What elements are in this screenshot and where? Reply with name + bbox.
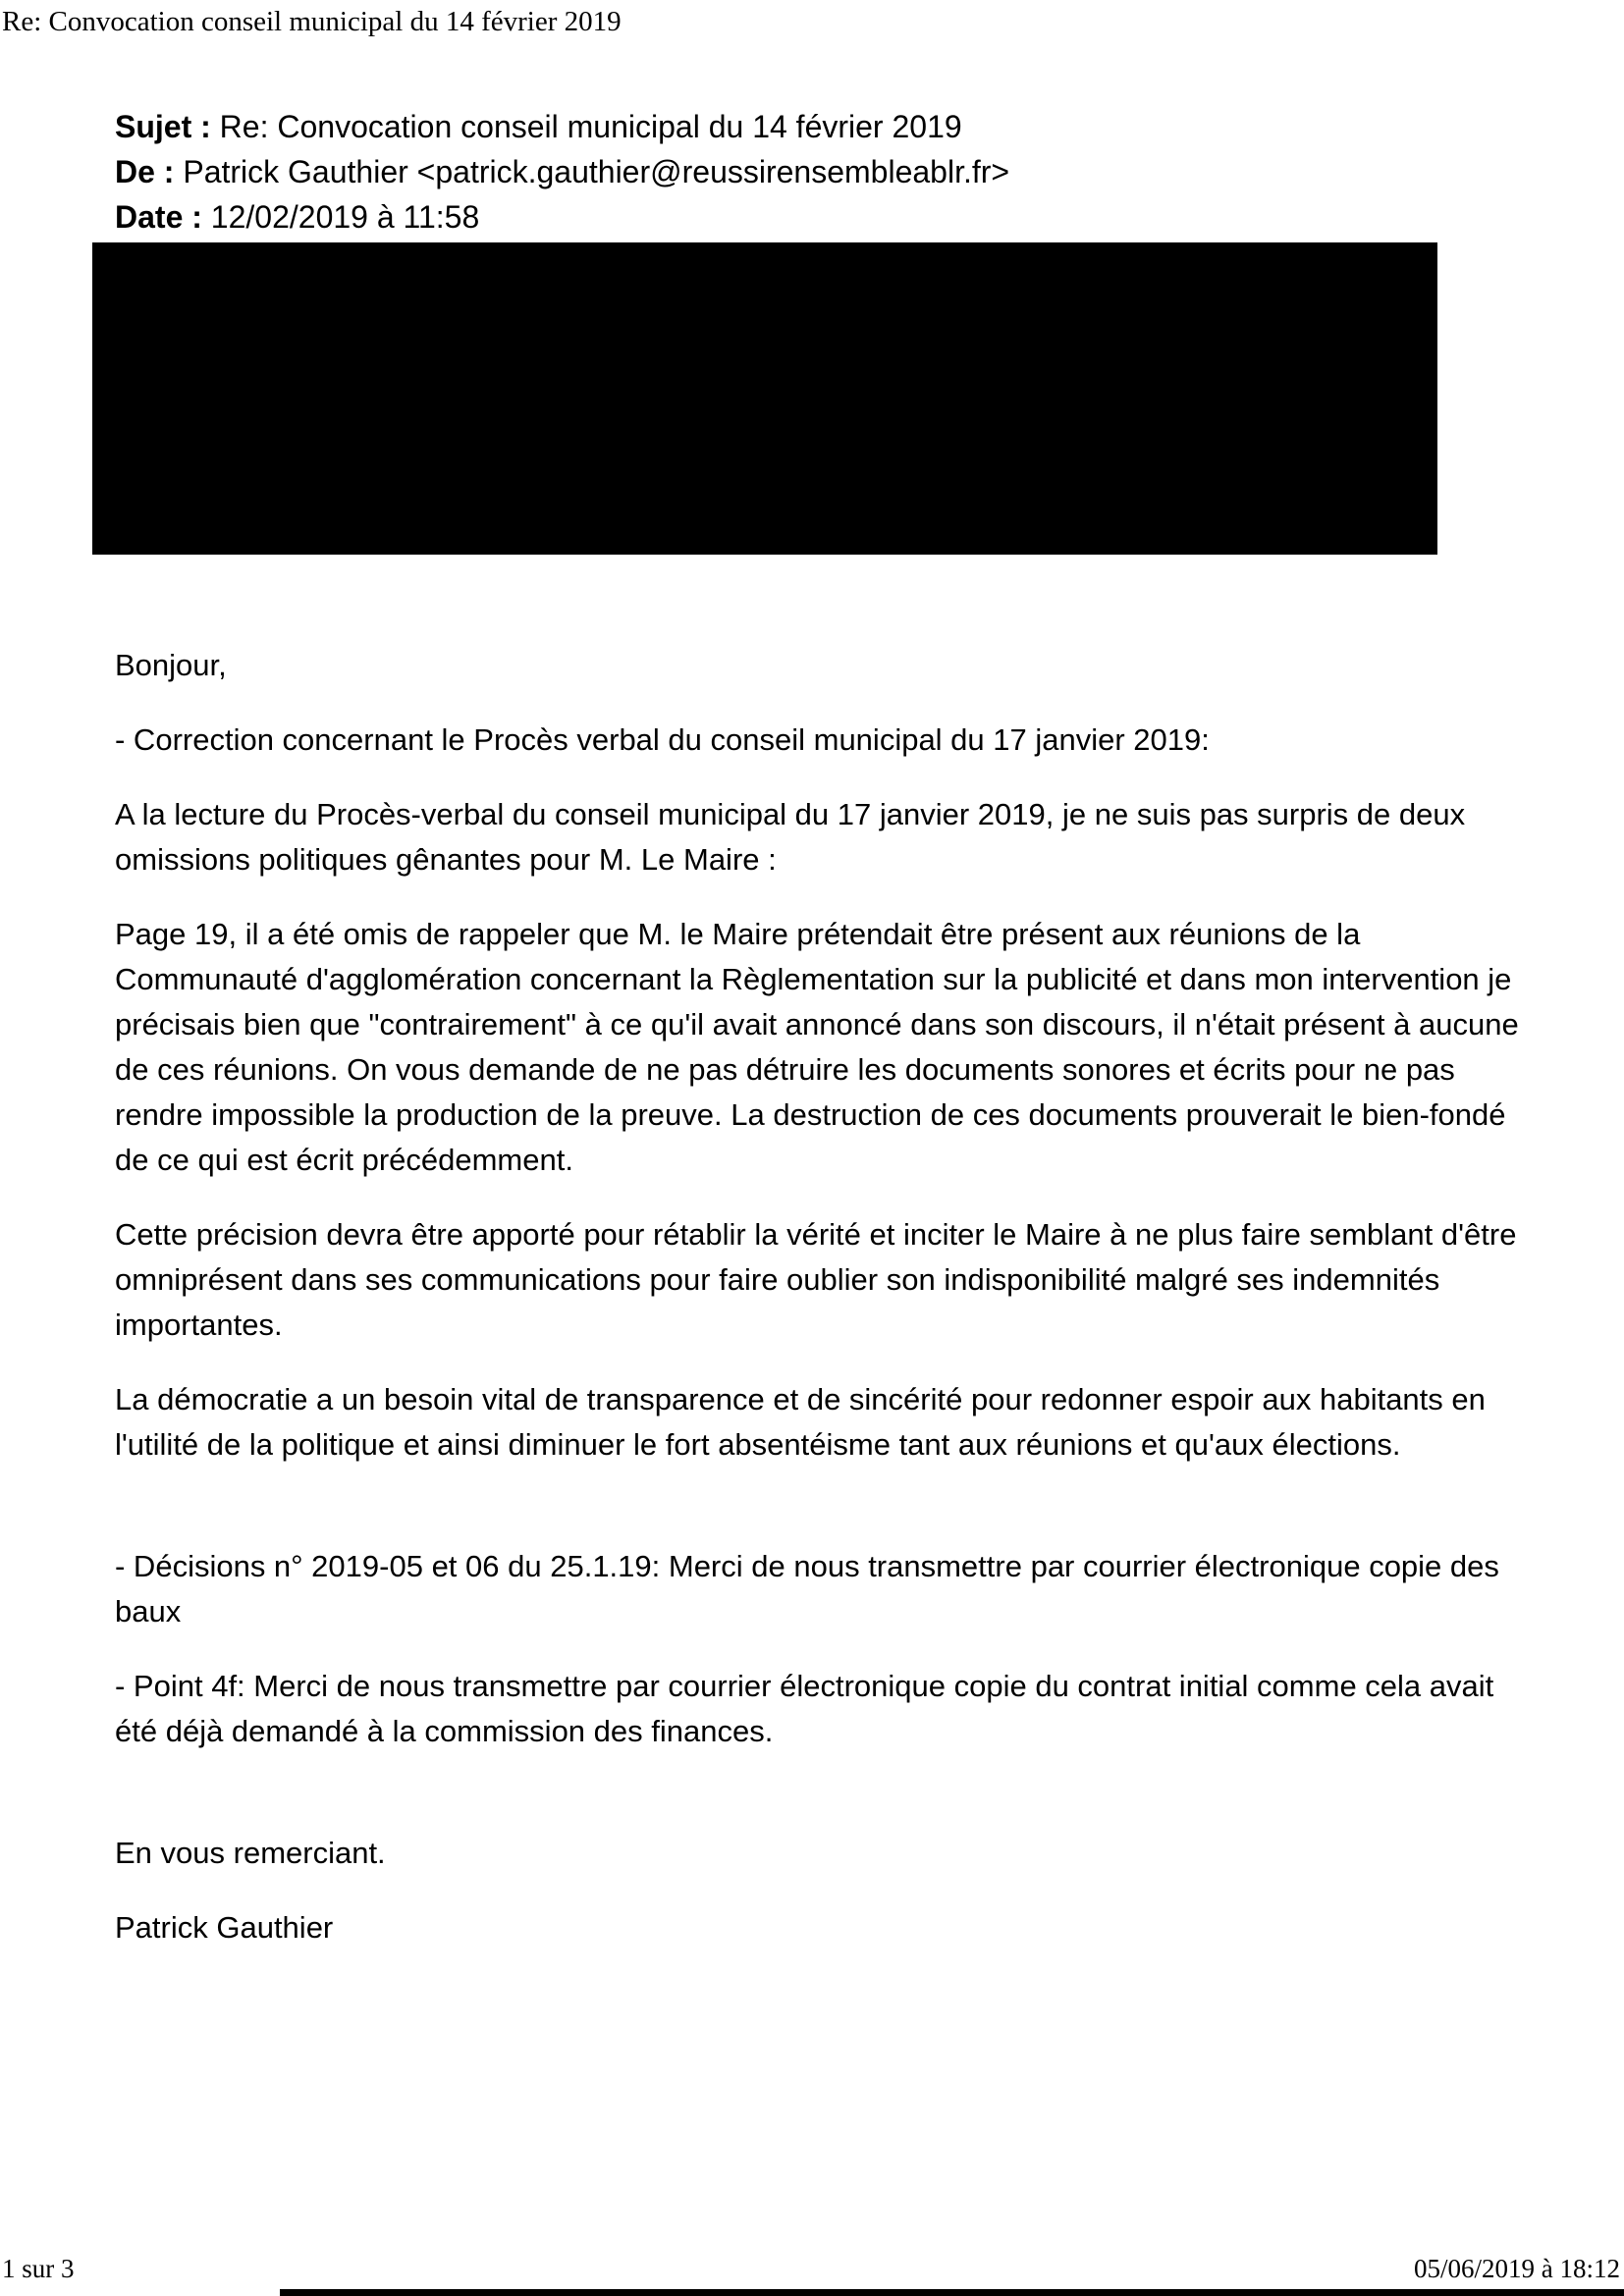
from-label: De : <box>115 154 175 189</box>
email-headers-block <box>115 104 1009 240</box>
from-value: Patrick Gauthier <patrick.gauthier@reussirensembleablr.fr> <box>183 154 1010 189</box>
email-header-date <box>115 194 1009 240</box>
body-paragraph-decisions: - Décisions n° 2019-05 et 06 du 25.1.19: Merci de nous transmettre par courrier électronique copie des baux <box>115 1549 1499 1629</box>
email-body <box>115 643 1519 1980</box>
body-paragraph-precision: Cette précision devra être apporté pour rétablir la vérité et inciter le Maire à ne plus faire semblant d'être omniprésent dans ses communications pour faire oublier son indisponibilité malgré ses indemnités importantes. <box>115 1217 1517 1342</box>
page-number: 1 sur 3 <box>2 2254 75 2283</box>
subject-value: Re: Convocation conseil municipal du 14 février 2019 <box>219 109 962 144</box>
body-paragraph-correction-title: - Correction concernant le Procès verbal du conseil municipal du 17 janvier 2019: <box>115 722 1210 757</box>
body-paragraph-remerciement: En vous remerciant. <box>115 1836 386 1870</box>
print-timestamp: 05/06/2019 à 18:12 <box>1414 2254 1620 2283</box>
email-header-from <box>115 149 1009 194</box>
print-header-title: Re: Convocation conseil municipal du 14 février 2019 <box>2 6 622 37</box>
subject-label: Sujet : <box>115 109 211 144</box>
page-bottom-rule <box>280 2289 1624 2296</box>
body-paragraph-point4f: - Point 4f: Merci de nous transmettre par courrier électronique copie du contrat initial comme cela avait été déjà demandé à la commission des finances. <box>115 1669 1494 1748</box>
body-paragraph-greeting: Bonjour, <box>115 648 227 682</box>
date-value: 12/02/2019 à 11:58 <box>210 199 480 235</box>
body-paragraph-lecture: A la lecture du Procès-verbal du conseil municipal du 17 janvier 2019, je ne suis pas surpris de deux omissions politiques gênantes pour M. Le Maire : <box>115 797 1466 877</box>
redacted-block <box>92 242 1437 555</box>
body-paragraph-democratie: La démocratie a un besoin vital de transparence et de sincérité pour redonner espoir aux habitants en l'utilité de la politique et ainsi diminuer le fort absentéisme tant aux réunions et qu'aux élections. <box>115 1382 1486 1462</box>
body-paragraph-page19: Page 19, il a été omis de rappeler que M. le Maire prétendait être présent aux réunions de la Communauté d'agglomération concernant la Règlementation sur la publicité et dans mon intervention je précisais bien que "contrairement" à ce qu'il avait annoncé dans son discours, il n'était présent à aucune de ces réunions. On vous demande de ne pas détruire les documents sonores et écrits pour ne pas rendre impossible la production de la preuve. La destruction de ces documents prouverait le bien-fondé de ce qui est écrit précédemment. <box>115 917 1519 1177</box>
date-label: Date : <box>115 199 202 235</box>
email-header-subject <box>115 104 1009 149</box>
body-paragraph-signature: Patrick Gauthier <box>115 1910 334 1945</box>
